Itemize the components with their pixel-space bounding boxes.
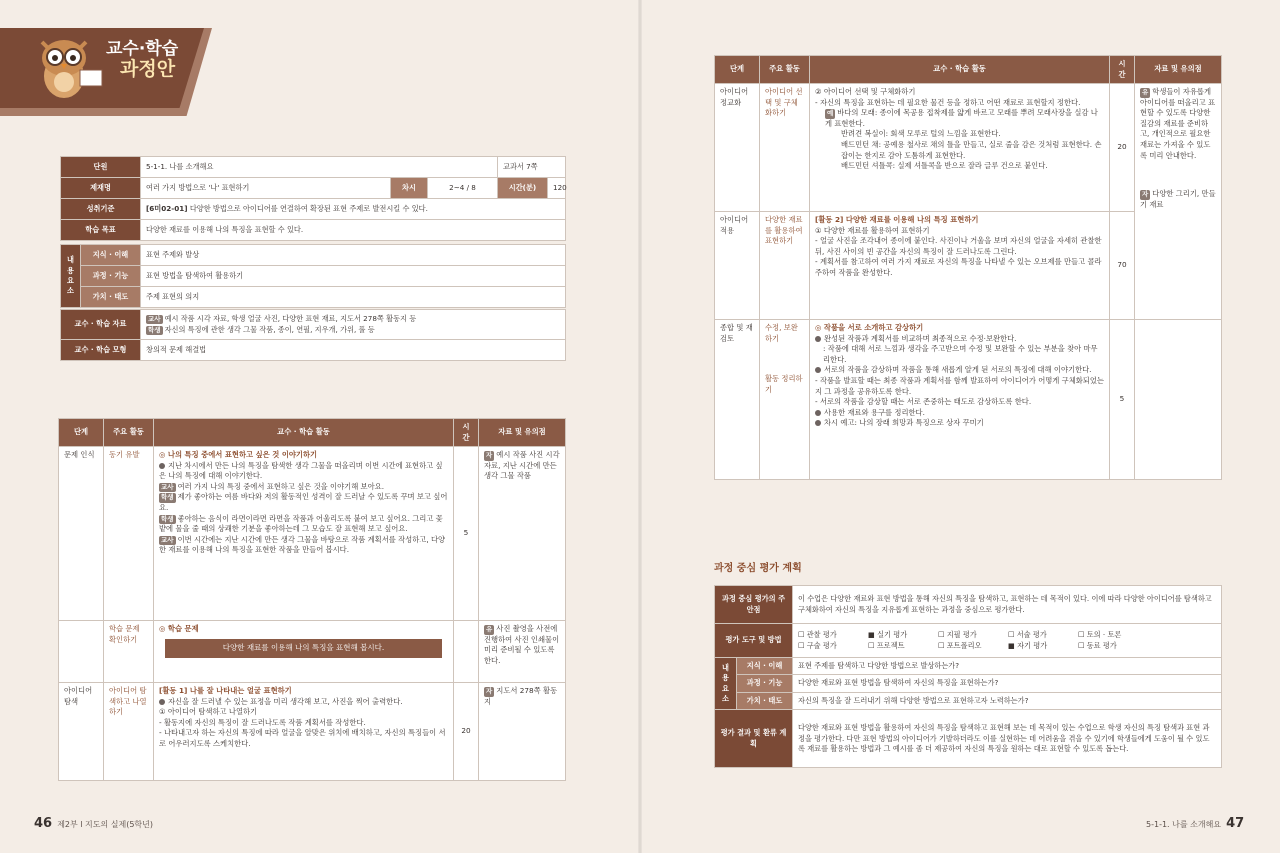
- bullet-dot: [815, 336, 821, 342]
- title-line1: 교수·학습: [106, 39, 179, 59]
- eval-feedback-label: 평가 결과 및 환류 계획: [715, 710, 793, 768]
- lesson-plan-table-left: [58, 418, 566, 781]
- model-value: 창의적 문제 해결법: [141, 340, 566, 361]
- eval-tools-label: 평가 도구 및 방법: [715, 624, 793, 658]
- note-tag: 자: [1142, 190, 1149, 199]
- eval-tool-option: ■ 자기 평가: [1008, 640, 1048, 650]
- dialogue-line: [159, 492, 448, 513]
- unit-value: 5-1-1. 나를 소개해요: [141, 157, 498, 178]
- col-time: 시간: [454, 419, 479, 447]
- evaluation-table: [714, 585, 1222, 768]
- main-cell: 동기 유발: [104, 447, 154, 621]
- teacher-tag: 교사: [148, 315, 161, 324]
- activity-cell: [810, 320, 1110, 480]
- process-value: 표현 방법을 탐색하여 활용하기: [141, 266, 566, 287]
- knowledge-label: 지식 · 이해: [81, 245, 141, 266]
- teacher-tag: 교사: [161, 535, 174, 544]
- dialogue-text: 여러 가지 나의 특징 중에서 표현하고 싶은 것을 이야기해 보아요.: [177, 481, 385, 491]
- activity-cell: [810, 212, 1110, 320]
- note-line: [1140, 189, 1216, 210]
- materials-teacher-line: [146, 314, 560, 324]
- notes-cell: [479, 683, 566, 781]
- bullet-dot: [159, 699, 165, 705]
- eval-elements-label: 내용 요소: [715, 658, 737, 710]
- detail-line: : 작품에 대해 서로 느낌과 생각을 주고받으며 수정 및 보완할 수 있는 부분을 찾아 마무리한다.: [823, 344, 1098, 364]
- activity-cell: [154, 447, 454, 621]
- session-value: 2~4 / 8: [428, 178, 498, 199]
- eval-process-label: 과정 · 기능: [737, 675, 793, 692]
- stage-cell: 아이디어 탐색: [59, 683, 104, 781]
- main-cell: [760, 320, 810, 480]
- materials-table: [60, 309, 566, 361]
- dialogue-line: [159, 514, 448, 535]
- content-elements-table: [60, 244, 566, 308]
- value-label: 가치 · 태도: [81, 287, 141, 308]
- detail-line: - 얼굴 사진을 조각내어 종이에 붙인다. 사진이나 거울을 보며 자신의 얼굴을 자세히 관찰한 뒤, 사진 사이의 빈 공간을 자신의 특징이 잘 드러나도록 그린다.: [815, 236, 1102, 256]
- bullet-text: 자신을 잘 드러낼 수 있는 표정을 미리 생각해 보고, 사진을 찍어 출력한다.: [168, 696, 403, 706]
- standard-label: 성취기준: [61, 199, 141, 220]
- goal-value: 다양한 재료를 이용해 나의 특징을 표현할 수 있다.: [141, 220, 566, 241]
- col-notes: 자료 및 유의점: [1135, 56, 1222, 84]
- note-text: 학생들이 자유롭게 아이디어를 떠올리고 표현할 수 있도록 다양한 질감의 재료를 준비하고, 개인적으로 필요한 재료는 가져올 수 있도록 미리 안내한다.: [1140, 87, 1216, 160]
- main-cell: 다양한 재료를 활용하여 표현하기: [760, 212, 810, 320]
- materials-student: 자신의 특징에 관한 생각 그물 작품, 종이, 연필, 지우개, 가위, 풀 등: [164, 324, 375, 334]
- table-row: [715, 320, 1222, 480]
- time-value: 120: [548, 178, 566, 199]
- model-label: 교수 · 학습 모형: [61, 340, 141, 361]
- example-line: 배드민턴 셔틀콕: 실제 셔틀콕을 반으로 잘라 글루 건으로 붙인다.: [841, 161, 1048, 171]
- time-label: 시간(분): [498, 178, 548, 199]
- eval-tool-option: ■ 실기 평가: [868, 630, 908, 640]
- knowledge-value: 표현 주제와 발상: [141, 245, 566, 266]
- dialogue-line: [159, 535, 448, 556]
- eval-value-label: 가치 · 태도: [737, 692, 793, 709]
- eval-focus-label: 과정 중심 평가의 주안점: [715, 586, 793, 624]
- footer-right: [1146, 815, 1244, 834]
- notes-cell: [1135, 320, 1222, 480]
- bullet-text: 사용한 재료와 용구를 정리한다.: [824, 407, 925, 417]
- page-number-right: 47: [1226, 816, 1245, 831]
- eval-tool-option: ☐ 프로젝트: [868, 640, 905, 650]
- stage-cell: 아이디어 정교화: [715, 84, 760, 212]
- learning-problem-bar: 다양한 재료를 이용해 나의 특징을 표현해 봅시다.: [165, 639, 442, 658]
- bullet-dot: [815, 420, 821, 426]
- title-line2: 과정안: [120, 57, 176, 80]
- footer-right-text: 5-1-1. 나를 소개해요: [1146, 820, 1222, 829]
- activity-bullet: [159, 697, 448, 708]
- dialogue-text: 좋아하는 음식이 라면이라면 라면을 작품과 어울리도록 붙여 보고 싶어요. 그리고 꽃밭에 물을 줄 때의 상쾌한 기분을 좋아하는데 그 모습도 잘 표현해 보고 싶어요.: [159, 513, 443, 534]
- example-tag: 예: [827, 109, 834, 118]
- activity-bullet: [815, 334, 1104, 345]
- main-cell: 아이디어 선택 및 구체화하기: [760, 84, 810, 212]
- detail-line: - 자신의 특징을 표현하는 데 필요한 물건 등을 정하고 어떤 재료로 표현할지 정한다.: [815, 97, 1081, 107]
- materials-teacher: 예시 작품 시각 자료, 학생 얼굴 사진, 다양한 표현 재료, 지도서 278쪽 활동지 등: [164, 314, 417, 324]
- activity-title: ◎ 나의 특징 중에서 표현하고 싶은 것 이야기하기: [159, 450, 318, 460]
- table-row: [59, 447, 566, 621]
- main-cell: 아이디어 탐색하고 나열하기: [104, 683, 154, 781]
- page-number-left: 46: [34, 816, 53, 831]
- eval-tool-option: ☐ 관찰 평가: [798, 630, 837, 640]
- student-tag: 학생: [161, 514, 174, 523]
- eval-value-value: 자신의 특징을 잘 드러내기 위해 다양한 방법으로 표현하고자 노력하는가?: [793, 692, 1222, 709]
- eval-focus-value: 이 수업은 다양한 재료와 표현 방법을 통해 자신의 특징을 탐색하고, 표현하는 데 목적이 있다. 이에 따라 다양한 아이디어를 탐색하고 구체화하여 자신의 특징을 지유롭게 표현하는 과정을 중심으로 평가한다.: [793, 586, 1222, 624]
- bullet-dot: [815, 367, 821, 373]
- note-tag: 유: [486, 625, 493, 634]
- notes-cell: [479, 621, 566, 683]
- note-tag: 유: [1142, 88, 1149, 97]
- bullet-dot: [815, 410, 821, 416]
- note-text: 예시 작품 사진 시각 자료, 지난 시간에 만든 생각 그물 작품: [484, 450, 560, 481]
- example-line: 반려견 복실이: 회색 모루로 털의 느낌을 표현한다.: [841, 129, 1001, 139]
- bullet-text: 서로의 작품을 감상하며 작품을 통해 새롭게 알게 된 서로의 특징에 대해 이야기한다.: [824, 365, 1092, 375]
- standard-value: 다양한 방법으로 아이디어를 연결하여 확장된 표현 주제로 발전시킬 수 있다.: [189, 203, 428, 213]
- stage-cell: [59, 621, 104, 683]
- table-row: [59, 683, 566, 781]
- eval-process-value: 다양한 재료와 표현 방법을 탐색하여 자신의 특징을 표현하는가?: [793, 675, 1222, 692]
- col-stage: 단계: [59, 419, 104, 447]
- activity-bullet: [159, 461, 448, 482]
- materials-cell: [141, 310, 566, 340]
- col-main: 주요 활동: [760, 56, 810, 84]
- stage-cell: 종합 및 재검토: [715, 320, 760, 480]
- lesson-info-table: [60, 156, 566, 241]
- eval-feedback-value: 다양한 재료와 표현 방법을 활용하여 자신의 특징을 탐색하고 표현해 보는 데 목적이 있는 수업으로 학생 자신의 특징 탐색과 표현 과정을 평가한다. 다만 표현 방법의 아이디어가 기발하더라도 이를 실현하는 데 어려움을 겪을 수 있기에 학생들에게 도움이 될 수 있도록 재료를 활용하는 방법과 그 예시를 좀 더 제공하여 자신의 특징을 원하는 대로 표현할 수 있도록 돕는다.: [793, 710, 1222, 768]
- topic-value: 여러 가지 방법으로 '나' 표현하기: [141, 178, 391, 199]
- detail-line: - 활동지에 자신의 특징이 잘 드러나도록 작품 계획서를 작성한다.: [159, 717, 366, 727]
- student-tag: 학생: [161, 493, 174, 502]
- numbered-step: ① 다양한 재료를 활용하여 표현하기: [815, 225, 930, 235]
- example-line: [815, 108, 1104, 129]
- numbered-step: ① 아이디어 탐색하고 나열하기: [159, 707, 258, 717]
- eval-knowledge-value: 표현 주제를 탐색하고 다양한 방법으로 발상하는가?: [793, 658, 1222, 675]
- time-cell: 5: [454, 447, 479, 621]
- stage-cell: 아이디어 적용: [715, 212, 760, 320]
- eval-tool-option: ☐ 지필 평가: [938, 630, 977, 640]
- time-cell: 20: [1110, 84, 1135, 212]
- table-row: [59, 621, 566, 683]
- note-tag: 자: [486, 687, 493, 696]
- activity-title: ◎ 학습 문제: [159, 624, 199, 634]
- page-title: [106, 40, 178, 80]
- col-notes: 자료 및 유의점: [479, 419, 566, 447]
- standard-cell: [141, 199, 566, 220]
- table-row: [715, 84, 1222, 212]
- note-text: 사진 촬영을 사전에 진행하여 사진 인쇄물이 미리 준비될 수 있도록 한다.: [484, 624, 560, 665]
- footer-left: [34, 815, 153, 834]
- activity-cell: [154, 683, 454, 781]
- session-label: 차시: [391, 178, 428, 199]
- dialogue-text: 이번 시간에는 지난 시간에 만든 생각 그물을 바탕으로 작품 계획서를 작성하고, 다양한 재료를 이용해 나의 특징을 표현한 작품을 만들어 봅시다.: [159, 534, 446, 555]
- teacher-tag: 교사: [161, 482, 174, 491]
- eval-knowledge-label: 지식 · 이해: [737, 658, 793, 675]
- eval-tool-option: ☐ 토의 · 토론: [1078, 630, 1122, 640]
- activity-bullet: [815, 418, 1104, 429]
- unit-label: 단원: [61, 157, 141, 178]
- eval-tool-option: ☐ 포트폴리오: [938, 640, 982, 650]
- time-cell: 70: [1110, 212, 1135, 320]
- activity-bullet: [815, 408, 1104, 419]
- eval-tool-option: ☐ 동료 평가: [1078, 640, 1117, 650]
- dialogue-line: [159, 482, 448, 493]
- bullet-dot: [159, 463, 165, 469]
- textbook-value: 교과서 7쪽: [498, 157, 566, 178]
- note-line: [1140, 87, 1216, 161]
- example-text: 바다의 모래: 종이에 목공용 접착제를 얇게 바르고 모래를 뿌려 모래사장을 실감 나게 표현한다.: [825, 108, 1098, 128]
- materials-label: 교수 · 학습 자료: [61, 310, 141, 340]
- activity-cell: [154, 621, 454, 683]
- footer-left-text: 제2부 l 지도의 실제(5학년): [57, 820, 154, 829]
- topic-label: 제재명: [61, 178, 141, 199]
- note-text: 지도서 278쪽 활동지: [484, 686, 558, 706]
- numbered-step: ② 아이디어 선택 및 구체화하기: [815, 87, 916, 97]
- main-cell: 학습 문제 확인하기: [104, 621, 154, 683]
- activity-title: [활동 2] 다양한 재료를 이용해 나의 특징 표현하기: [815, 215, 979, 225]
- activity-title: [활동 1] 나를 잘 나타내는 얼굴 표현하기: [159, 686, 292, 696]
- standard-code: [6미02-01]: [146, 203, 188, 213]
- elements-label: 내용 요소: [61, 245, 81, 308]
- main-line: 활동 정리하기: [765, 374, 803, 394]
- note-text: 다양한 그리기, 만들기 재료: [1140, 189, 1216, 209]
- col-main: 주요 활동: [104, 419, 154, 447]
- bullet-text: 완성된 작품과 계획서를 비교하며 최종적으로 수정·보완한다.: [824, 333, 1017, 343]
- col-time: 시간: [1110, 56, 1135, 84]
- main-line: 수정, 보완하기: [765, 323, 798, 343]
- process-label: 과정 · 기능: [81, 266, 141, 287]
- value-value: 주제 표현의 의지: [141, 287, 566, 308]
- col-activity: 교수 · 학습 활동: [810, 56, 1110, 84]
- time-cell: [454, 621, 479, 683]
- owl-mascot-icon: [34, 32, 106, 102]
- col-stage: 단계: [715, 56, 760, 84]
- eval-tools-cell: [793, 624, 1222, 658]
- activity-cell: [810, 84, 1110, 212]
- detail-line: - 서로의 작품을 감상할 때는 서로 존중하는 태도로 감상하도록 한다.: [815, 397, 1032, 407]
- goal-label: 학습 목표: [61, 220, 141, 241]
- detail-line: - 작품을 발표할 때는 최종 작품과 계획서를 함께 발표하여 아이디어가 어떻게 구체화되었는지 그 과정을 공유하도록 한다.: [815, 376, 1104, 396]
- notes-cell: [1135, 84, 1222, 320]
- notes-cell: [479, 447, 566, 621]
- detail-line: - 나타내고자 하는 자신의 특징에 따라 얼굴을 알맞은 위치에 배치하고, 자신의 특징들이 서로 어우러지도록 스케치한다.: [159, 728, 446, 749]
- materials-student-line: [146, 325, 560, 335]
- bullet-text: 차시 예고: 나의 장래 희망과 특징으로 상자 꾸미기: [824, 418, 984, 428]
- detail-line: - 계획서를 참고하여 여러 가지 재료로 자신의 특징을 나타낼 수 있는 오브제를 만들고 콜라주하여 작품을 완성한다.: [815, 257, 1102, 278]
- activity-bullet: [815, 365, 1104, 376]
- time-cell: 5: [1110, 320, 1135, 480]
- lesson-plan-table-right: [714, 55, 1222, 480]
- col-activity: 교수 · 학습 활동: [154, 419, 454, 447]
- section-badge: [0, 0, 208, 112]
- eval-tool-option: ☐ 구술 평가: [798, 640, 837, 650]
- student-tag: 학생: [148, 325, 161, 334]
- eval-section-title: 과정 중심 평가 계획: [714, 563, 802, 574]
- note-tag: 자: [486, 451, 493, 460]
- bullet-text: 지난 차시에서 만든 나의 특징을 탐색한 생각 그물을 떠올리며 이번 시간에 표현하고 싶은 나의 특징에 대해 이야기한다.: [159, 460, 443, 481]
- eval-tool-option: ☐ 서술 평가: [1008, 630, 1047, 640]
- dialogue-text: 제가 좋아하는 여름 바다와 저의 활동적인 성격이 잘 드러날 수 있도록 꾸며 보고 싶어요.: [159, 492, 448, 513]
- activity-title: ◎ 작품을 서로 소개하고 감상하기: [815, 323, 924, 333]
- time-cell: 20: [454, 683, 479, 781]
- example-line: 배드민턴 채: 공예용 철사로 채의 틀을 만들고, 실로 줄을 감은 것처럼 표현한다. 손잡이는 한지로 감아 도톰하게 표현한다.: [841, 140, 1102, 160]
- stage-cell: 문제 인식: [59, 447, 104, 621]
